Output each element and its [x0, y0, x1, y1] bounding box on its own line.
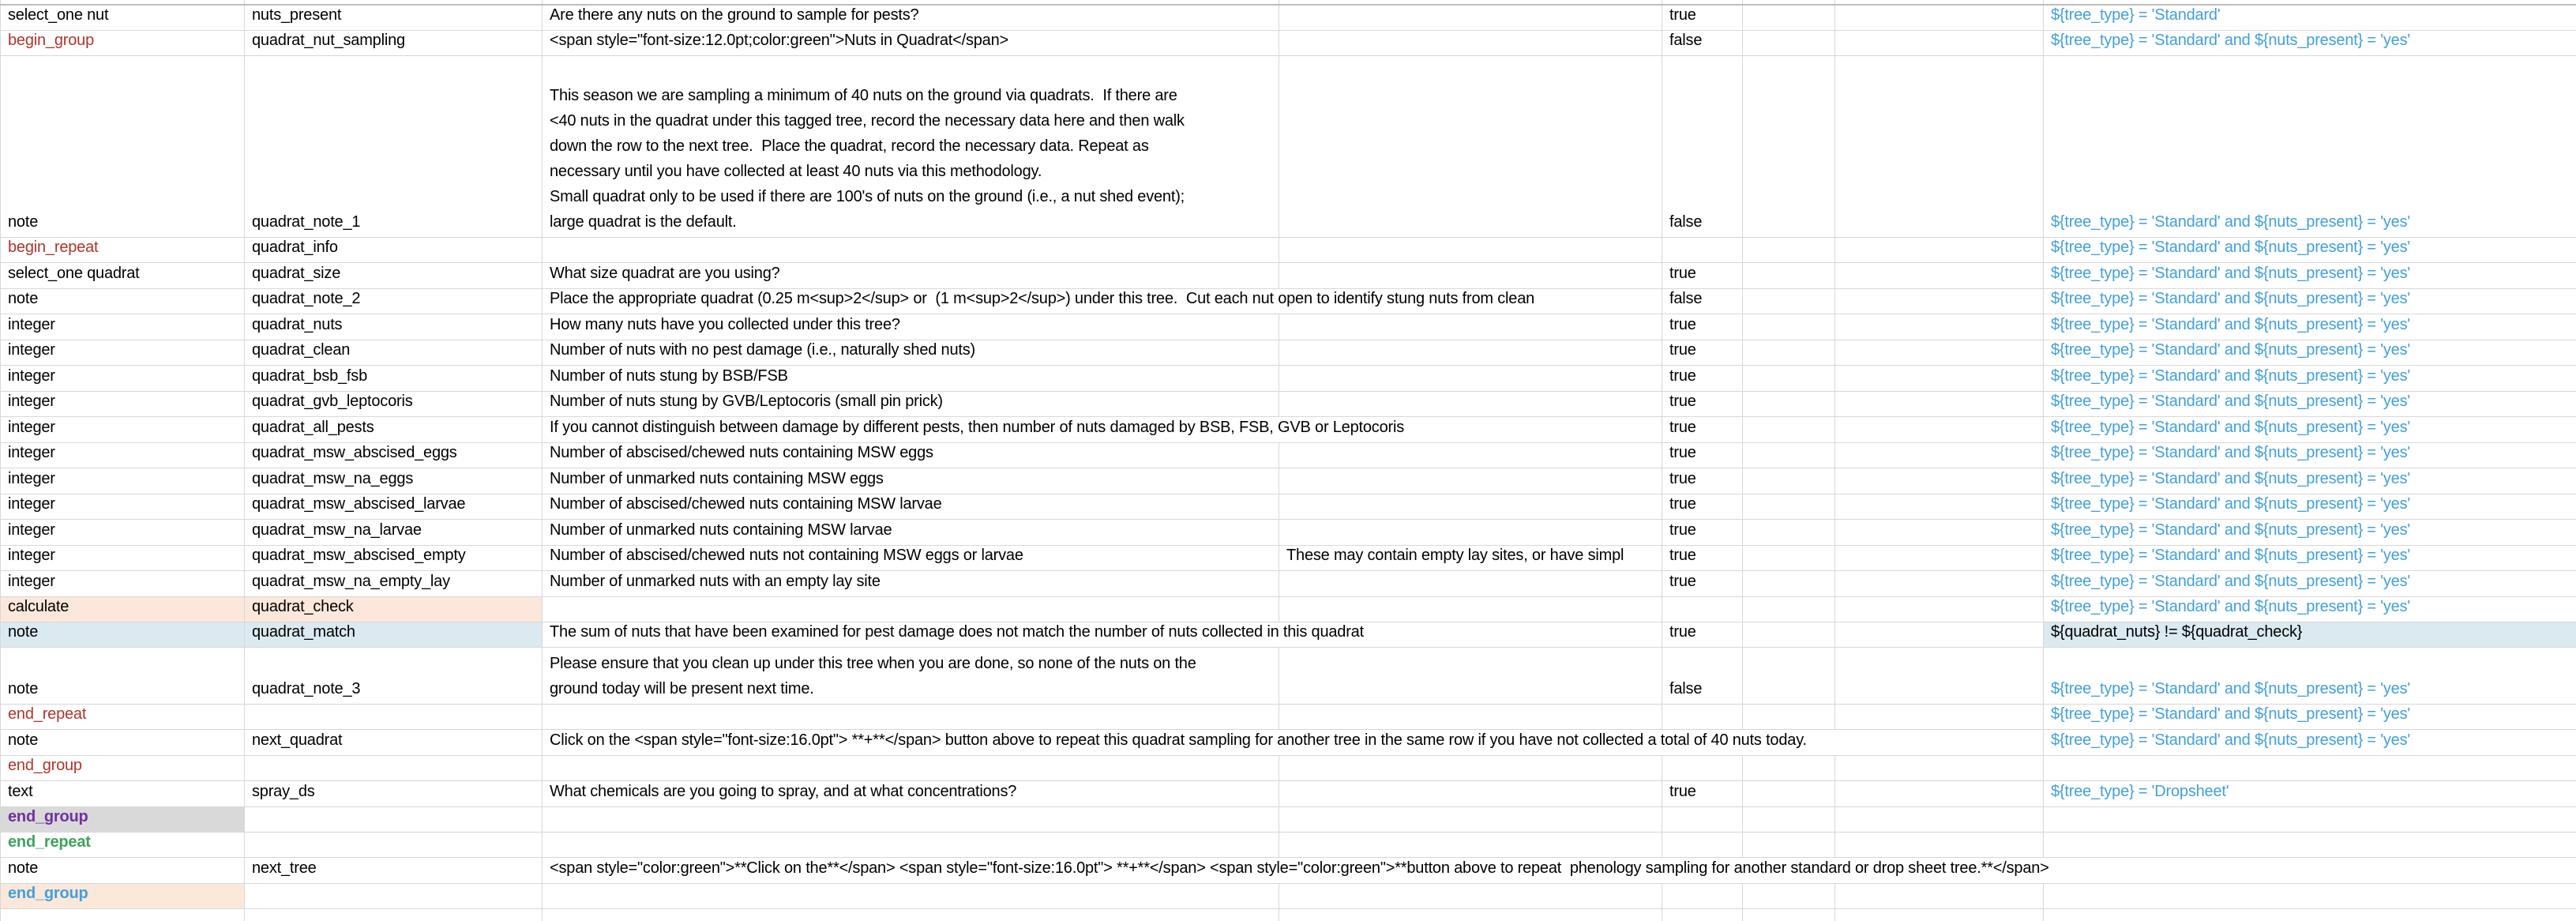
cell-type[interactable]: text [0, 781, 245, 806]
cell-hint[interactable] [1279, 520, 1662, 545]
cell-empty-f[interactable] [1743, 546, 1835, 570]
cell-type[interactable]: integer [0, 417, 245, 442]
cell-name[interactable]: quadrat_size [245, 263, 543, 288]
cell-required[interactable]: true [1662, 468, 1743, 494]
cell-empty-f[interactable] [1743, 31, 1835, 55]
cell-type[interactable]: note [0, 56, 245, 237]
cell-type[interactable]: note [0, 289, 245, 314]
cell-relevant[interactable]: ${tree_type} = 'Standard' and ${nuts_present} = 'yes' [2051, 341, 2411, 359]
cell-name[interactable]: quadrat_gvb_leptocoris [245, 392, 543, 416]
cell-hint[interactable] [1279, 781, 1662, 806]
cell-type[interactable]: integer [0, 468, 245, 494]
cell-hint[interactable] [1279, 263, 1662, 288]
cell-empty-g[interactable] [1835, 417, 2044, 442]
cell-label[interactable] [543, 833, 1279, 857]
cell-hint[interactable] [1279, 443, 1662, 468]
cell-type[interactable]: integer [0, 443, 245, 468]
cell-type[interactable]: end_group [0, 884, 245, 908]
cell-required[interactable]: true [1662, 494, 1743, 519]
cell-empty-f[interactable] [1743, 597, 1835, 622]
cell-hint[interactable] [1279, 0, 1662, 4]
sheet-row [0, 340, 2576, 366]
cell-hint[interactable] [1279, 494, 1662, 519]
cell-name[interactable]: next_quadrat [245, 730, 543, 755]
cell-relevant[interactable]: ${tree_type} = 'Standard' and ${nuts_present} = 'yes' [2051, 32, 2411, 49]
cell-label[interactable] [543, 0, 1279, 4]
cell-required[interactable]: true [1662, 366, 1743, 391]
cell-relevant[interactable]: ${tree_type} = 'Standard' and ${nuts_present} = 'yes' [2051, 521, 2411, 539]
cell-type[interactable]: integer [0, 494, 245, 519]
cell-relevant[interactable]: ${tree_type} = 'Standard' and ${nuts_present} = 'yes' [2051, 495, 2411, 513]
cell-required[interactable] [1662, 238, 1743, 262]
cell-relevant[interactable]: ${tree_type} = 'Standard' and ${nuts_present} = 'yes' [2051, 598, 2411, 615]
cell-required[interactable]: true [1662, 781, 1743, 806]
cell-empty-g[interactable] [1835, 494, 2044, 519]
cell-name[interactable]: quadrat_note_1 [245, 56, 543, 237]
cell-type[interactable]: note [0, 858, 245, 883]
sheet-row [0, 289, 2576, 314]
cell-hint[interactable] [1279, 31, 1662, 55]
sheet-row [0, 0, 2576, 6]
cell-hint[interactable] [1279, 56, 1662, 237]
sheet-row [0, 6, 2576, 31]
cell-required[interactable]: false [1662, 289, 1743, 314]
cell-required[interactable]: false [1662, 31, 1743, 55]
cell-label[interactable]: Number of unmarked nuts containing MSW eggs [543, 468, 1279, 494]
sheet-row [0, 909, 2576, 921]
cell-type[interactable]: integer [0, 340, 245, 365]
cell-empty-g[interactable] [1835, 0, 2044, 4]
cell-empty-g[interactable] [1835, 289, 2044, 314]
cell-required[interactable] [1662, 705, 1743, 729]
cell-empty-f[interactable] [1743, 263, 1835, 288]
sheet-row [0, 494, 2576, 520]
cell-empty-g[interactable] [1835, 392, 2044, 416]
label-line: large quadrat is the default. [550, 213, 737, 231]
cell-type[interactable]: integer [0, 520, 245, 545]
cell-label[interactable]: Number of nuts stung by GVB/Leptocoris (small pin prick) [543, 392, 1279, 416]
cell-label[interactable]: Number of abscised/chewed nuts containing MSW eggs [543, 443, 1279, 468]
cell-relevant[interactable]: ${tree_type} = 'Standard' and ${nuts_present} = 'yes' [2051, 680, 2411, 697]
cell-empty-f[interactable] [1743, 781, 1835, 806]
cell-empty-f[interactable] [1743, 392, 1835, 416]
cell-name[interactable]: quadrat_msw_abscised_empty [245, 546, 543, 570]
cell-empty-g[interactable] [1835, 807, 2044, 832]
cell-label[interactable]: What chemicals are you going to spray, and at what concentrations? [543, 781, 1279, 806]
cell-relevant[interactable]: ${tree_type} = 'Standard' and ${nuts_present} = 'yes' [2051, 265, 2411, 282]
cell-name[interactable]: quadrat_nut_sampling [245, 31, 543, 55]
cell-label[interactable] [543, 56, 1279, 237]
cell-empty-f[interactable] [1743, 443, 1835, 468]
cell-label[interactable] [543, 597, 1279, 622]
cell-empty-g[interactable] [1835, 443, 2044, 468]
cell-empty-g[interactable] [1835, 366, 2044, 391]
cell-empty-g[interactable] [1835, 468, 2044, 494]
cell-required[interactable]: true [1662, 546, 1743, 570]
cell-name[interactable]: quadrat_all_pests [245, 417, 543, 442]
cell-relevant[interactable]: ${tree_type} = 'Standard' and ${nuts_present} = 'yes' [2051, 470, 2411, 487]
cell-required[interactable] [1662, 0, 1743, 4]
cell-required[interactable] [1662, 807, 1743, 832]
cell-hint[interactable]: These may contain empty lay sites, or have simpl [1279, 546, 1662, 570]
cell-empty-f[interactable] [1743, 571, 1835, 596]
cell-name[interactable] [245, 833, 543, 857]
cell-name[interactable]: quadrat_note_2 [245, 289, 543, 314]
cell-empty-g[interactable] [1835, 833, 2044, 857]
sheet-row [0, 781, 2576, 807]
cell-empty-g[interactable] [1835, 56, 2044, 237]
cell-type[interactable]: integer [0, 314, 245, 340]
cell-empty-f[interactable] [1743, 648, 1835, 704]
cell-empty-g[interactable] [1835, 884, 2044, 908]
sheet-row [0, 468, 2576, 494]
sheet-row [0, 546, 2576, 571]
sheet-row [0, 314, 2576, 340]
cell-hint[interactable] [1279, 807, 1662, 832]
cell-empty-g[interactable] [1835, 520, 2044, 545]
cell-relevant[interactable] [2044, 884, 2576, 908]
cell-label[interactable]: <span style="color:green">**Click on the**</span> <span style="font-size:16.0pt"> **+**</span> <span style="color:green">**button above to repeat phenology sampling for another standard or drop sheet tree.**</span> [550, 859, 2049, 877]
cell-empty-f[interactable] [1743, 705, 1835, 729]
cell-relevant[interactable]: ${tree_type} = 'Standard' and ${nuts_present} = 'yes' [2051, 393, 2411, 410]
cell-relevant[interactable]: ${tree_type} = 'Standard' and ${nuts_present} = 'yes' [2051, 239, 2411, 256]
cell-empty-f[interactable] [1743, 884, 1835, 908]
cell-label[interactable] [543, 807, 1279, 832]
cell-empty-f[interactable] [1743, 520, 1835, 545]
cell-name[interactable]: quadrat_msw_na_eggs [245, 468, 543, 494]
cell-empty-f[interactable] [1743, 6, 1835, 30]
label-line: <40 nuts in the quadrat under this tagged tree, record the necessary data here and then walk [550, 112, 1185, 130]
cell-hint[interactable] [1279, 756, 1662, 780]
cell-required[interactable] [1662, 597, 1743, 622]
cell-relevant[interactable]: ${quadrat_nuts} != ${quadrat_check} [2044, 622, 2576, 647]
cell-required[interactable] [1662, 833, 1743, 857]
cell-name[interactable]: quadrat_msw_abscised_larvae [245, 494, 543, 519]
cell-label[interactable] [543, 756, 1279, 780]
cell-name[interactable]: quadrat_bsb_fsb [245, 366, 543, 391]
cell-type[interactable]: select_one quadrat [0, 263, 245, 288]
cell-hint[interactable] [1279, 340, 1662, 365]
cell-relevant[interactable]: ${tree_type} = 'Standard' and ${nuts_present} = 'yes' [2051, 444, 2411, 461]
cell-empty-g[interactable] [1835, 31, 2044, 55]
cell-relevant[interactable] [2044, 833, 2576, 857]
label-line: necessary until you have collected at least 40 nuts via this methodology. [550, 163, 1042, 180]
cell-required[interactable]: true [1662, 443, 1743, 468]
cell-required[interactable]: false [1662, 648, 1743, 704]
sheet-row [0, 730, 2576, 756]
cell-type[interactable]: calculate [0, 597, 245, 622]
cell-type[interactable]: integer [0, 366, 245, 391]
cell-name[interactable]: quadrat_msw_na_larvae [245, 520, 543, 545]
cell-empty-f[interactable] [1743, 494, 1835, 519]
cell-label[interactable]: Number of unmarked nuts containing MSW larvae [543, 520, 1279, 545]
cell-label[interactable]: The sum of nuts that have been examined for pest damage does not match the number of nuts collected in this quadrat [543, 622, 1662, 647]
cell-empty-g[interactable] [1835, 546, 2044, 570]
cell-relevant[interactable]: ${tree_type} = 'Standard' and ${nuts_present} = 'yes' [2051, 367, 2411, 385]
cell-label[interactable] [543, 909, 1279, 921]
cell-relevant[interactable]: ${tree_type} = 'Standard' and ${nuts_present} = 'yes' [2051, 573, 2411, 590]
cell-label[interactable]: What size quadrat are you using? [543, 263, 1279, 288]
cell-relevant[interactable]: ${tree_type} = 'Standard' and ${nuts_present} = 'yes' [2051, 316, 2411, 333]
cell-relevant[interactable]: ${tree_type} = 'Standard' and ${nuts_present} = 'yes' [2051, 547, 2411, 564]
cell-empty-g[interactable] [1835, 6, 2044, 30]
cell-relevant[interactable]: ${tree_type} = 'Standard' and ${nuts_present} = 'yes' [2051, 705, 2411, 723]
cell-relevant[interactable] [2044, 807, 2576, 832]
cell-empty-f[interactable] [1743, 833, 1835, 857]
cell-required[interactable]: true [1662, 622, 1743, 647]
label-line: down the row to the next tree. Place the quadrat, record the necessary data. Repeat as [550, 137, 1149, 155]
cell-type[interactable] [0, 0, 245, 4]
sheet-row [0, 571, 2576, 597]
sheet-row [0, 858, 2576, 884]
cell-hint[interactable] [1279, 597, 1662, 622]
cell-name[interactable] [245, 884, 543, 908]
cell-name[interactable]: quadrat_check [245, 597, 543, 622]
cell-name[interactable]: quadrat_match [245, 622, 543, 647]
cell-empty-f[interactable] [1743, 909, 1835, 921]
sheet-row [0, 756, 2576, 781]
cell-name[interactable] [245, 756, 543, 780]
cell-hint[interactable] [1279, 833, 1662, 857]
cell-empty-f[interactable] [1743, 366, 1835, 391]
label-line: ground today will be present next time. [550, 680, 814, 697]
cell-empty-f[interactable] [1743, 314, 1835, 340]
cell-required[interactable]: true [1662, 340, 1743, 365]
cell-type[interactable]: end_repeat [0, 705, 245, 729]
cell-empty-g[interactable] [1835, 705, 2044, 729]
cell-hint[interactable] [1279, 909, 1662, 921]
cell-hint[interactable] [1279, 571, 1662, 596]
cell-relevant[interactable]: ${tree_type} = 'Standard' and ${nuts_present} = 'yes' [2051, 213, 2411, 231]
cell-required[interactable] [1662, 909, 1743, 921]
cell-label[interactable]: Are there any nuts on the ground to sample for pests? [543, 6, 1279, 30]
cell-type[interactable] [0, 909, 245, 921]
cell-type[interactable]: end_repeat [0, 833, 245, 857]
cell-label[interactable]: How many nuts have you collected under this tree? [543, 314, 1279, 340]
label-line: This season we are sampling a minimum of 40 nuts on the ground via quadrats. If there are [550, 87, 1177, 104]
cell-name[interactable] [245, 0, 543, 4]
cell-empty-f[interactable] [1743, 622, 1835, 647]
cell-type[interactable]: note [0, 730, 245, 755]
cell-label[interactable] [543, 705, 1279, 729]
cell-relevant[interactable]: ${tree_type} = 'Standard' and ${nuts_present} = 'yes' [2051, 731, 2411, 749]
cell-hint[interactable] [1279, 648, 1662, 704]
cell-name[interactable]: spray_ds [245, 781, 543, 806]
cell-hint[interactable] [1279, 468, 1662, 494]
sheet-row [0, 366, 2576, 392]
cell-empty-g[interactable] [1835, 622, 2044, 647]
cell-empty-g[interactable] [1835, 238, 2044, 262]
cell-relevant[interactable] [2044, 0, 2576, 4]
cell-empty-f[interactable] [1743, 756, 1835, 780]
cell-empty-g[interactable] [1835, 263, 2044, 288]
cell-label[interactable]: Number of abscised/chewed nuts not containing MSW eggs or larvae [543, 546, 1279, 570]
cell-name[interactable]: quadrat_note_3 [245, 648, 543, 704]
cell-empty-f[interactable] [1743, 340, 1835, 365]
cell-required[interactable]: true [1662, 392, 1743, 416]
cell-type[interactable]: integer [0, 392, 245, 416]
sheet-row [0, 520, 2576, 546]
cell-name[interactable]: quadrat_msw_na_empty_lay [245, 571, 543, 596]
cell-relevant[interactable]: ${tree_type} = 'Dropsheet' [2051, 783, 2229, 800]
cell-empty-g[interactable] [1835, 756, 2044, 780]
cell-empty-g[interactable] [1835, 648, 2044, 704]
cell-type[interactable]: note [0, 622, 245, 647]
sheet-row [0, 443, 2576, 468]
cell-name[interactable] [245, 909, 543, 921]
cell-relevant[interactable]: ${tree_type} = 'Standard' and ${nuts_present} = 'yes' [2051, 419, 2411, 436]
cell-name[interactable]: quadrat_clean [245, 340, 543, 365]
cell-required[interactable] [1662, 884, 1743, 908]
label-line: Small quadrat only to be used if there are 100's of nuts on the ground (i.e., a nut shed event); [550, 188, 1185, 205]
sheet-row [0, 417, 2576, 443]
cell-label[interactable] [543, 884, 1279, 908]
cell-relevant[interactable]: ${tree_type} = 'Standard' and ${nuts_present} = 'yes' [2051, 290, 2411, 307]
cell-name[interactable]: quadrat_nuts [245, 314, 543, 340]
cell-type[interactable]: end_group [0, 756, 245, 780]
sheet-row [0, 705, 2576, 730]
cell-name[interactable] [245, 807, 543, 832]
cell-relevant[interactable] [2044, 909, 2576, 921]
cell-required[interactable]: true [1662, 263, 1743, 288]
cell-hint[interactable] [1279, 366, 1662, 391]
cell-label[interactable]: Click on the <span style="font-size:16.0pt"> **+**</span> button above to repeat this quadrat sampling for another tree in the same row if you have not collected a total of 40 nuts today. [543, 730, 2044, 755]
cell-empty-f[interactable] [1743, 468, 1835, 494]
cell-empty-g[interactable] [1835, 909, 2044, 921]
cell-hint[interactable] [1279, 238, 1662, 262]
cell-label[interactable] [543, 238, 1279, 262]
cell-name[interactable]: next_tree [245, 858, 543, 883]
cell-label[interactable]: Number of unmarked nuts with an empty lay site [543, 571, 1279, 596]
sheet-row [0, 263, 2576, 289]
cell-empty-g[interactable] [1835, 597, 2044, 622]
cell-label[interactable]: Number of nuts with no pest damage (i.e., naturally shed nuts) [543, 340, 1279, 365]
cell-name[interactable] [245, 705, 543, 729]
cell-required[interactable]: false [1662, 56, 1743, 237]
cell-required[interactable]: true [1662, 417, 1743, 442]
cell-name[interactable]: quadrat_msw_abscised_eggs [245, 443, 543, 468]
cell-type[interactable]: end_group [0, 807, 245, 832]
cell-empty-g[interactable] [1835, 340, 2044, 365]
cell-name[interactable]: quadrat_info [245, 238, 543, 262]
sheet-row [0, 884, 2576, 909]
cell-name[interactable]: nuts_present [245, 6, 543, 30]
sheet-row [0, 833, 2576, 858]
cell-relevant[interactable] [2044, 756, 2576, 780]
cell-empty-g[interactable] [1835, 781, 2044, 806]
sheet-row [0, 597, 2576, 622]
cell-required[interactable]: true [1662, 6, 1743, 30]
cell-empty-f[interactable] [1743, 417, 1835, 442]
cell-empty-g[interactable] [1835, 571, 2044, 596]
cell-label[interactable] [543, 648, 1279, 704]
sheet-row [0, 56, 2576, 238]
cell-empty-f[interactable] [1743, 56, 1835, 237]
cell-hint[interactable] [1279, 392, 1662, 416]
cell-label[interactable]: Number of abscised/chewed nuts containing MSW larvae [543, 494, 1279, 519]
sheet-row [0, 622, 2576, 648]
cell-empty-f[interactable] [1743, 238, 1835, 262]
cell-hint[interactable] [1279, 884, 1662, 908]
cell-hint[interactable] [1279, 6, 1662, 30]
cell-hint[interactable] [1279, 314, 1662, 340]
cell-required[interactable]: true [1662, 571, 1743, 596]
cell-empty-f[interactable] [1743, 0, 1835, 4]
sheet-row [0, 392, 2576, 417]
cell-type[interactable]: begin_group [0, 31, 245, 55]
cell-required[interactable] [1662, 756, 1743, 780]
sheet-row [0, 807, 2576, 833]
cell-relevant[interactable]: ${tree_type} = 'Standard' [2051, 6, 2221, 24]
cell-label[interactable]: If you cannot distinguish between damage by different pests, then number of nuts damaged by BSB, FSB, GVB or Leptocoris [543, 417, 1662, 442]
cell-type[interactable]: select_one nut [0, 6, 245, 30]
cell-label[interactable]: <span style="font-size:12.0pt;color:green">Nuts in Quadrat</span> [543, 31, 1279, 55]
cell-type[interactable]: integer [0, 571, 245, 596]
cell-required[interactable]: true [1662, 314, 1743, 340]
sheet-row [0, 238, 2576, 263]
cell-hint[interactable] [1279, 705, 1662, 729]
cell-type[interactable]: integer [0, 546, 245, 570]
sheet-row [0, 648, 2576, 705]
cell-type[interactable]: begin_repeat [0, 238, 245, 262]
cell-label[interactable]: Place the appropriate quadrat (0.25 m<sup>2</sup> or (1 m<sup>2</sup>) under this tree. Cut each nut open to identify stung nuts from clean [543, 289, 1662, 314]
cell-required[interactable]: true [1662, 520, 1743, 545]
cell-empty-f[interactable] [1743, 807, 1835, 832]
cell-type[interactable]: note [0, 648, 245, 704]
cell-empty-f[interactable] [1743, 289, 1835, 314]
cell-empty-g[interactable] [1835, 314, 2044, 340]
label-line: Please ensure that you clean up under this tree when you are done, so none of the nuts on the [550, 655, 1196, 672]
sheet-row [0, 31, 2576, 56]
cell-label[interactable]: Number of nuts stung by BSB/FSB [543, 366, 1279, 391]
